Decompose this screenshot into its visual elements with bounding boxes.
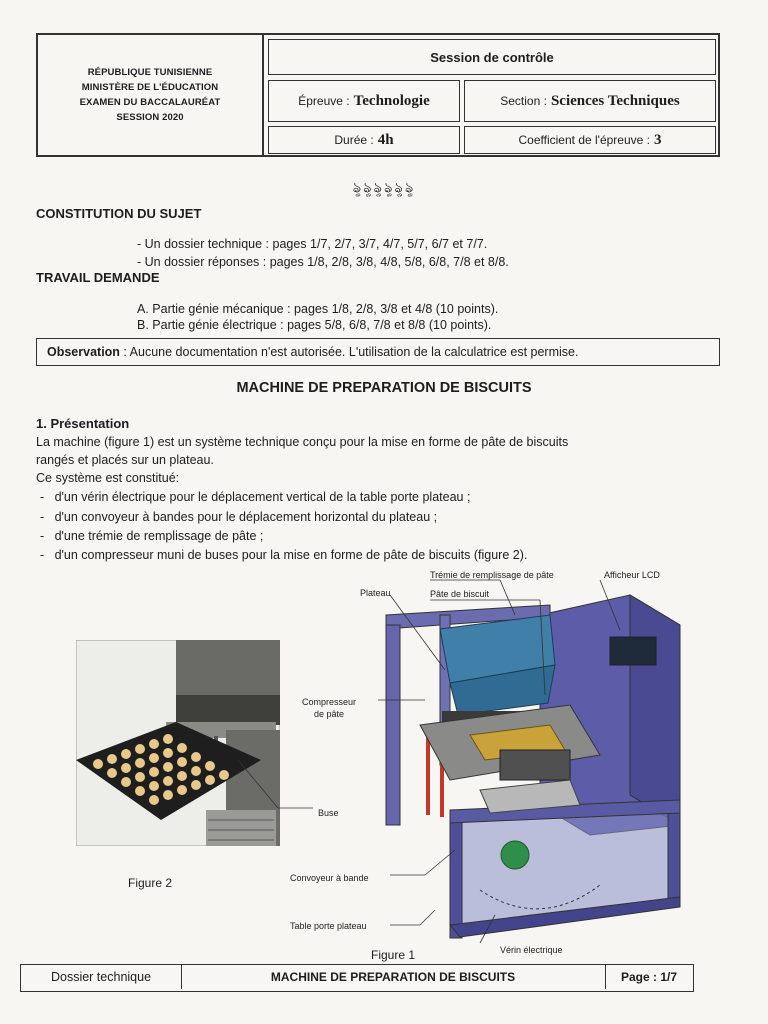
figure2-caption: Figure 2 bbox=[128, 876, 173, 890]
presentation-para: La machine (figure 1) est un système technique conçu pour la mise en forme de pâte de biscuits bbox=[36, 435, 569, 449]
epreuve-cell: Épreuve : Technologie bbox=[268, 80, 460, 122]
constitution-item: - Un dossier réponses : pages 1/8, 2/8, 3/8, 4/8, 5/8, 6/8, 7/8 et 8/8. bbox=[137, 255, 509, 269]
duree-cell: Durée : 4h bbox=[268, 126, 460, 154]
figure2-leader-line bbox=[238, 760, 318, 820]
section-cell: Section : Sciences Techniques bbox=[464, 80, 716, 122]
travail-item: A. Partie génie mécanique : pages 1/8, 2/8, 3/8 et 4/8 (10 points). bbox=[137, 302, 499, 316]
page-footer bbox=[20, 964, 694, 992]
constitution-title: CONSTITUTION DU SUJET bbox=[36, 206, 202, 221]
footer-left: Dossier technique bbox=[21, 965, 182, 989]
footer-center: MACHINE DE PREPARATION DE BISCUITS bbox=[270, 970, 516, 984]
label-compresseur-2: de pâte bbox=[314, 709, 345, 719]
presentation-item: - d'un compresseur muni de buses pour la mise en forme de pâte de biscuits (figure 2). bbox=[40, 548, 528, 562]
travail-title: TRAVAIL DEMANDE bbox=[36, 270, 160, 285]
footer-page: Page : 1/7 bbox=[605, 965, 692, 989]
coef-value: 3 bbox=[653, 131, 662, 148]
label-plateau: Plateau bbox=[360, 588, 391, 598]
session-year-label: SESSION 2020 bbox=[116, 112, 184, 123]
duree-value: 4h bbox=[377, 131, 394, 148]
institution-block bbox=[38, 35, 264, 155]
presentation-item: - d'un vérin électrique pour le déplacement vertical de la table porte plateau ; bbox=[40, 490, 471, 504]
travail-item: B. Partie génie électrique : pages 5/8, 6/8, 7/8 et 8/8 (10 points). bbox=[137, 318, 492, 332]
ornament-divider: ৡৡৡৡৡৡ bbox=[352, 179, 416, 195]
coef-cell: Coefficient de l'épreuve : 3 bbox=[464, 126, 716, 154]
presentation-item: - d'une trémie de remplissage de pâte ; bbox=[40, 529, 264, 543]
ministry-label: MINISTÈRE DE L'ÉDUCATION bbox=[81, 82, 219, 93]
presentation-title: 1. Présentation bbox=[36, 416, 130, 431]
presentation-item: - d'un convoyeur à bandes pour le déplacement horizontal du plateau ; bbox=[40, 510, 438, 524]
label-buse: Buse bbox=[318, 808, 339, 818]
observation-box bbox=[36, 338, 720, 366]
republic-label: RÉPUBLIQUE TUNISIENNE bbox=[87, 67, 213, 78]
label-convoyeur: Convoyeur à bande bbox=[290, 873, 369, 883]
exam-label: EXAMEN DU BACCALAURÉAT bbox=[79, 97, 221, 108]
label-pate: Pâte de biscuit bbox=[430, 589, 490, 599]
label-afficheur: Afficheur LCD bbox=[604, 570, 660, 580]
observation-text: : Aucune documentation n'est autorisée. L'utilisation de la calculatrice est permise. bbox=[119, 345, 579, 359]
session-title: Session de contrôle bbox=[268, 39, 716, 75]
figure1-caption: Figure 1 bbox=[371, 948, 416, 962]
label-tremie: Trémie de remplissage de pâte bbox=[430, 570, 554, 580]
label-compresseur: Compresseur bbox=[302, 697, 357, 707]
exam-header bbox=[36, 33, 720, 157]
constitution-item: - Un dossier technique : pages 1/7, 2/7, 3/7, 4/7, 5/7, 6/7 et 7/7. bbox=[137, 237, 488, 251]
presentation-para: rangés et placés sur un plateau. bbox=[36, 453, 214, 467]
section-value: Sciences Techniques bbox=[550, 92, 680, 109]
label-verin: Vérin électrique bbox=[500, 945, 563, 955]
observation-label: Observation bbox=[47, 345, 120, 359]
presentation-para: Ce système est constitué: bbox=[36, 471, 180, 485]
figure1-leader-lines bbox=[280, 575, 700, 955]
main-title: MACHINE DE PREPARATION DE BISCUITS bbox=[236, 380, 532, 396]
label-table: Table porte plateau bbox=[290, 921, 367, 931]
epreuve-value: Technologie bbox=[353, 92, 430, 109]
